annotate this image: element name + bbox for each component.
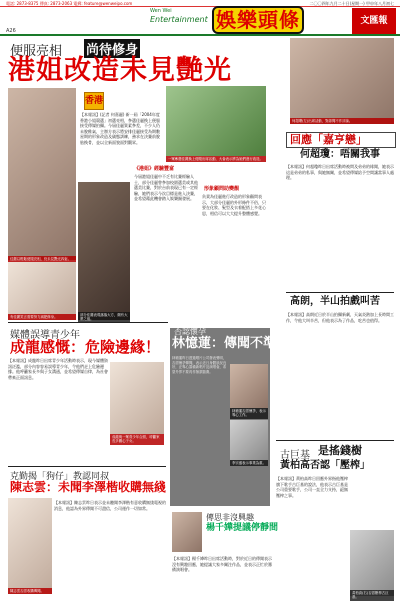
bottom-center-headline: 楊千嬅提議停靜間 xyxy=(206,523,279,533)
lead-photo-caption-2: 有佳麗笑言需要努力減肥修身。 xyxy=(8,314,76,320)
media-photo-caption: 成龍與一眾青少年合照，呼籲家長多關心子女。 xyxy=(110,434,164,445)
lead-main-photo xyxy=(8,88,76,260)
masthead xyxy=(0,0,400,36)
newspaper-logo xyxy=(352,8,396,34)
lead-headline: 港姐改造未見艷光 xyxy=(8,55,232,86)
lead-body-2: 今屆港姐佳麗中不乏有比賽經驗人士，部分佳麗曾參加校園選美或其他選美比賽，對於台前表現已有一定經驗，她們表示今次目標是進入決賽，並希望藉此機會踏入娛樂圈發展。 xyxy=(134,174,198,201)
media-rule xyxy=(8,322,168,323)
right-top-photo xyxy=(290,38,394,124)
newspaper-logo-text: 文匯報 xyxy=(360,16,388,26)
masthead-date: 二〇〇四年九月二十日(星期一) 甲申年八月初七 xyxy=(309,1,394,6)
bottom-center-kicker: 傳思非沒興趣 xyxy=(206,513,254,522)
center-body: 林憶蓮昨日透過唱片公司發表聲明，否認懷孕傳聞，表示近日身體狀況良好，正專心籌備新唱片及演唱會，希望外界不要再作無謂揣測。 xyxy=(172,356,227,374)
right-top-subhead: 何超瓊：唔關我事 xyxy=(300,149,380,160)
lead-group-caption: 一眾參選佳麗換上便服出席活動，大會表示將為她們進行改造。 xyxy=(166,156,266,162)
bottom-center-body: 【本報訊】楊千嬅昨日出席活動時，對於近日的傳聞表示沒有興趣回應，她提議大家多關注作品，並表示正忙於籌備演唱會。 xyxy=(172,556,272,572)
lead-group-photo xyxy=(166,86,266,156)
bottom-left-body: 【本報訊】陳志雲昨日表示並未聽聞李澤楷有意收購無綫電視的消息，他認為外界傳聞不可盡信，公司運作一切如常。 xyxy=(54,500,166,511)
media-kicker: 媒體誤導青少年 xyxy=(10,330,80,341)
lead-body-3: 負責為佳麗進行改造的形象顧問表示，大部分佳麗的外形條件不俗，只要在化妝、髮型及衣着配搭上多花心思，相信可以大大提升整體感覺。 xyxy=(202,194,266,216)
lead-kicker-b: 尚待修身 xyxy=(84,39,140,58)
right-bottom-headline: 黃柏高否認「壓榨」 xyxy=(280,460,370,471)
lead-tag: 香港 xyxy=(84,92,104,110)
center-photo-caption: 林憶蓮否認懷孕，表示專心工作。 xyxy=(230,408,268,419)
masthead-brand-label: Entertainment xyxy=(150,15,208,24)
center-inset-photo xyxy=(230,420,268,460)
right-mid-body: 【本報訊】高朗近日於半山拍攝新劇，天氣炎熱加上長時間工作，令他大叫辛苦，但他表示為了作品，吃苦也值得。 xyxy=(286,312,394,323)
bottom-left-photo-caption: 陳志雲否認收購傳聞。 xyxy=(8,588,52,594)
lead-subhead-2: 形象顧問助變靚 xyxy=(204,186,240,192)
lead-photo-caption-3: 部分佳麗表現落落大方，頗有大將之風。 xyxy=(78,312,130,323)
right-bottom-rule xyxy=(276,440,394,441)
right-bottom-kicker-b: 是搖錢樹 xyxy=(318,444,362,457)
media-photo xyxy=(110,362,164,434)
lead-photo-caption-1: 佳麗以輕鬆便服亮相，仍未見艷光四射。 xyxy=(8,256,76,262)
right-bottom-kicker-a: 古巨基 xyxy=(280,450,310,461)
right-bottom-photo xyxy=(350,530,394,596)
page-number: A26 xyxy=(6,28,16,34)
bottom-left-rule xyxy=(8,466,166,467)
lead-subhead-1: 《港姐》經驗豐富 xyxy=(134,166,175,172)
center-inset-caption: 李宗盛表示事業為重。 xyxy=(230,460,268,466)
right-top-body: 【本報訊】何超瓊昨日出席活動時被問及弟弟的緋聞，她表示這是弟弟的私事，與她無關，並希望傳媒給予空間讓當事人處理。 xyxy=(286,164,394,180)
lead-body: 【本報訊】(記者 何嘉麗) 新一屆「2004年度香港小姐競選」初選亮相，參選佳麗換上便服接受傳媒拍攝。今屆佳麗質素參差，不少人仍未脫稚氣，主辦方表示將安排佳麗接受為期數星期的形象改造及儀態訓練，務求在決賽前脫胎換骨，並以全新面貌面對觀眾。 xyxy=(80,112,160,145)
right-top-photo-caption: 何超瓊(左)出席活動，對緋聞不作評論。 xyxy=(290,118,394,124)
bottom-left-photo xyxy=(8,498,52,594)
bottom-center-photo xyxy=(172,512,202,552)
lead-kicker-a: 便服亮相 xyxy=(10,44,63,59)
lead-photo-2 xyxy=(8,262,76,320)
right-bottom-photo-caption: 黃柏高(右)否認壓榨古巨基。 xyxy=(350,590,394,601)
masthead-web-label: Wen Wei xyxy=(150,8,172,14)
center-photo xyxy=(230,364,268,408)
media-body: 【本報訊】成龍昨日出席青少年活動時表示，現今媒體資訊泛濫，部分內容容易誤導青少年，令他們走上危險邊緣。他呼籲家長多與子女溝通，並希望傳媒自律，為社會帶來正面訊息。 xyxy=(8,358,108,380)
section-title: 娛樂頭條 xyxy=(216,8,300,32)
media-headline: 成龍感慨：危險邊緣！ xyxy=(10,338,161,356)
center-headline: 林憶蓮：傳聞不準信 xyxy=(172,336,290,351)
right-mid-headline: 高朗，半山拍戲叫苦 xyxy=(290,296,380,307)
right-top-headline: 回應「嘉亨戀」 xyxy=(290,133,367,146)
masthead-contact: 電話: 2873-8375 傳真: 2873-2063 電郵: feature@wenweipo.com xyxy=(6,1,133,6)
bottom-left-kicker: 克勤揭「狗仔」教認同叔 xyxy=(10,472,110,482)
masthead-divider xyxy=(0,34,400,36)
center-kicker: 否認懷孕 xyxy=(174,327,206,336)
lead-photo-3 xyxy=(78,182,130,320)
section-title-box xyxy=(212,6,304,34)
right-bottom-body: 【本報訊】黃柏高昨日回應外界指他壓榨旗下歌手古巨基的說法，他表示古巨基是公司重要歌手，公司一直全力支持，絕無壓榨之事。 xyxy=(276,476,348,498)
bottom-left-headline: 陳志雲：未聞李澤楷收購無綫 xyxy=(10,480,167,494)
right-mid-rule xyxy=(286,292,394,293)
